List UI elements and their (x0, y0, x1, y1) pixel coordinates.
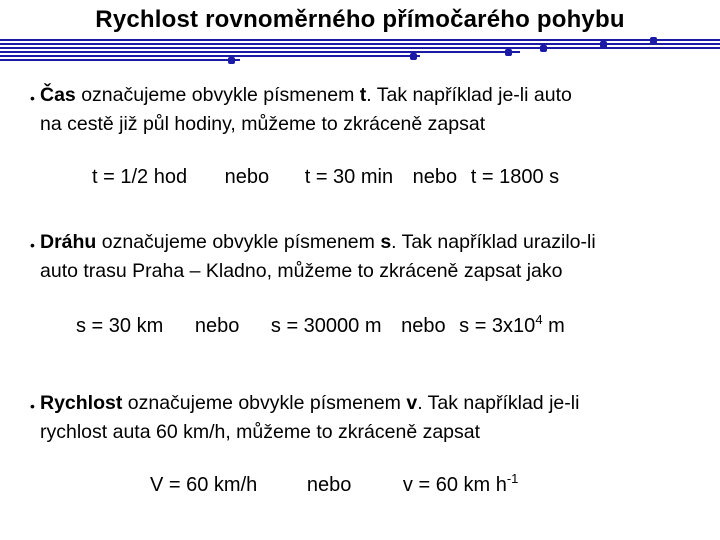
term: Čas (40, 84, 76, 106)
term: Rychlost (40, 392, 123, 414)
bullet-time: Čas označujeme obvykle písmenem t. Tak například je-li auto na cestě již půl hodiny, můžeme to zkráceně zapsat (40, 84, 572, 135)
page-title: Rychlost rovnoměrného přímočarého pohybu (95, 6, 625, 33)
term: Dráhu (40, 231, 97, 253)
bullet-dot: • (30, 90, 35, 106)
bullet-speed: Rychlost označujeme obvykle písmenem v. Tak například je-li rychlost auta 60 km/h, můžeme to zkráceně zapsat (40, 392, 580, 443)
equation-distance: s = 30 km nebo s = 30000 m nebo $s = 3x10^4$ m (76, 312, 565, 337)
bullet-dot: • (30, 237, 35, 253)
equation-speed: V = 60 km/h nebo v = 60 km $h^{-1}$ (150, 471, 519, 496)
equation-time: t = 1/2 hod nebo t = 30 min nebo t = 1800 s (92, 166, 560, 188)
bullet-distance: Dráhu označujeme obvykle písmenem s. Tak například urazilo-li auto trasu Praha – Kladno, můžeme to zkráceně zapsat jako (40, 231, 596, 282)
bullet-dot: • (30, 398, 35, 414)
